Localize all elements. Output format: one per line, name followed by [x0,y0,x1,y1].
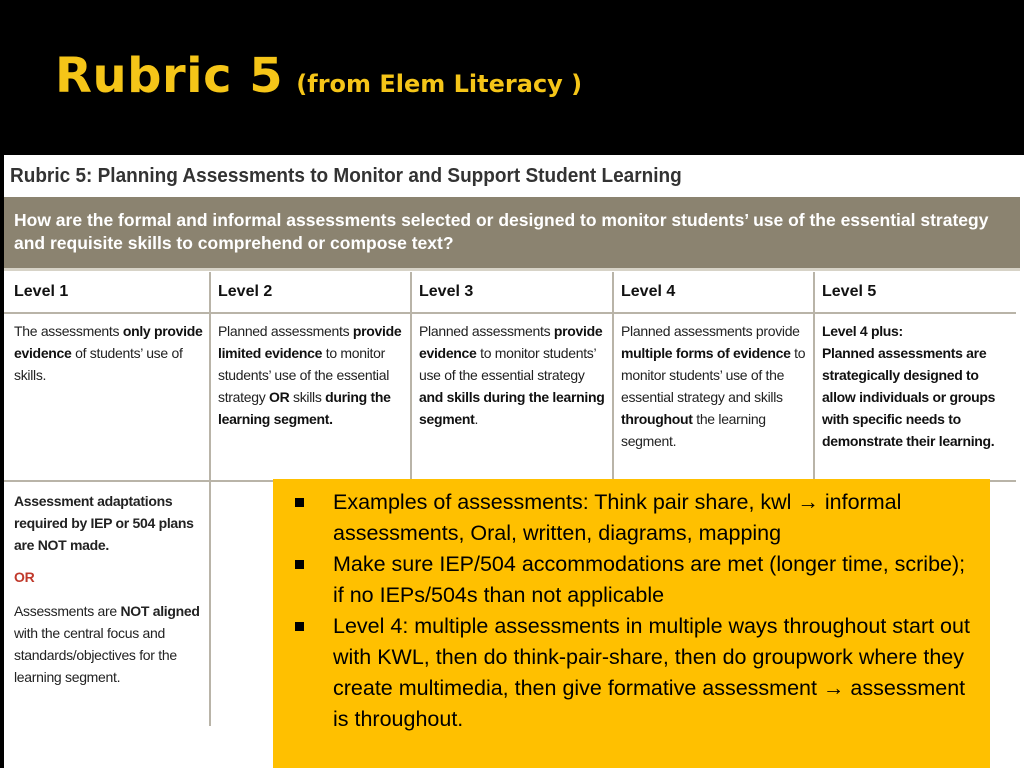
note-item [295,611,978,735]
level-5-header: Level 5 [822,283,877,300]
adaptations-text: Assessment adaptations required by IEP or 504 plans are NOT made. [14,493,194,553]
grid-line [813,272,815,482]
level-1-header: Level 1 [14,283,69,300]
level-3-description: Planned assessments provide evidence to monitor students’ use of the essential strategy and skills during the learning segment. [419,323,605,427]
rubric-heading: Rubric 5: Planning Assessments to Monitor and Support Student Learning [10,165,682,187]
square-bullet-icon [295,560,304,569]
note-text: Examples of assessments: Think pair share, kwl → informal assessments, Oral, written, diagrams, mapping [333,490,902,545]
level-1-lower-description [14,490,204,688]
grid-line [612,272,614,482]
level-2-description: Planned assessments provide limited evidence to monitor students’ use of the essential strategy OR skills during the learning segment. [218,323,402,427]
note-item [295,487,978,549]
square-bullet-icon [295,622,304,631]
grid-line [209,272,211,726]
square-bullet-icon [295,498,304,507]
slide-title-main: Rubric 5 [55,48,284,104]
alignment-text-c: with the central focus and standards/objectives for the learning segment. [14,625,177,685]
notes-callout [273,479,990,768]
level-4-header: Level 4 [621,283,676,300]
grid-line [4,312,1016,314]
level-3-header: Level 3 [419,283,474,300]
level-2-header: Level 2 [218,283,273,300]
or-label: OR [14,569,35,585]
note-text: Level 4: multiple assessments in multiple ways throughout start out with KWL, then do think-pair-share, then do groupwork where they create multimedia, then give formative assessment → assessment is throughout. [333,614,970,731]
slide-title-subtitle: (from Elem Literacy ) [296,70,583,98]
alignment-text-a: Assessments are [14,603,121,619]
level-5-description: Level 4 plus: Planned assessments are strategically designed to allow individuals or groups with specific needs to demonstrate their learning. [822,323,996,449]
slide-title [55,48,582,104]
alignment-text-b: NOT aligned [120,603,200,619]
rubric-question: How are the formal and informal assessments selected or designed to monitor students’ use of the essential strategy and requisite skills to comprehend or compose text? [4,197,1020,271]
level-4-description: Planned assessments provide multiple forms of evidence to monitor students’ use of the essential strategy and skills throughout the learning segment. [621,323,806,449]
note-text: Make sure IEP/504 accommodations are met (longer time, scribe); if no IEPs/504s than not applicable [333,552,966,607]
grid-line [410,272,412,482]
notes-list [295,487,978,735]
note-item [295,549,978,611]
level-1-description: The assessments only provide evidence of students’ use of skills. [14,323,203,383]
